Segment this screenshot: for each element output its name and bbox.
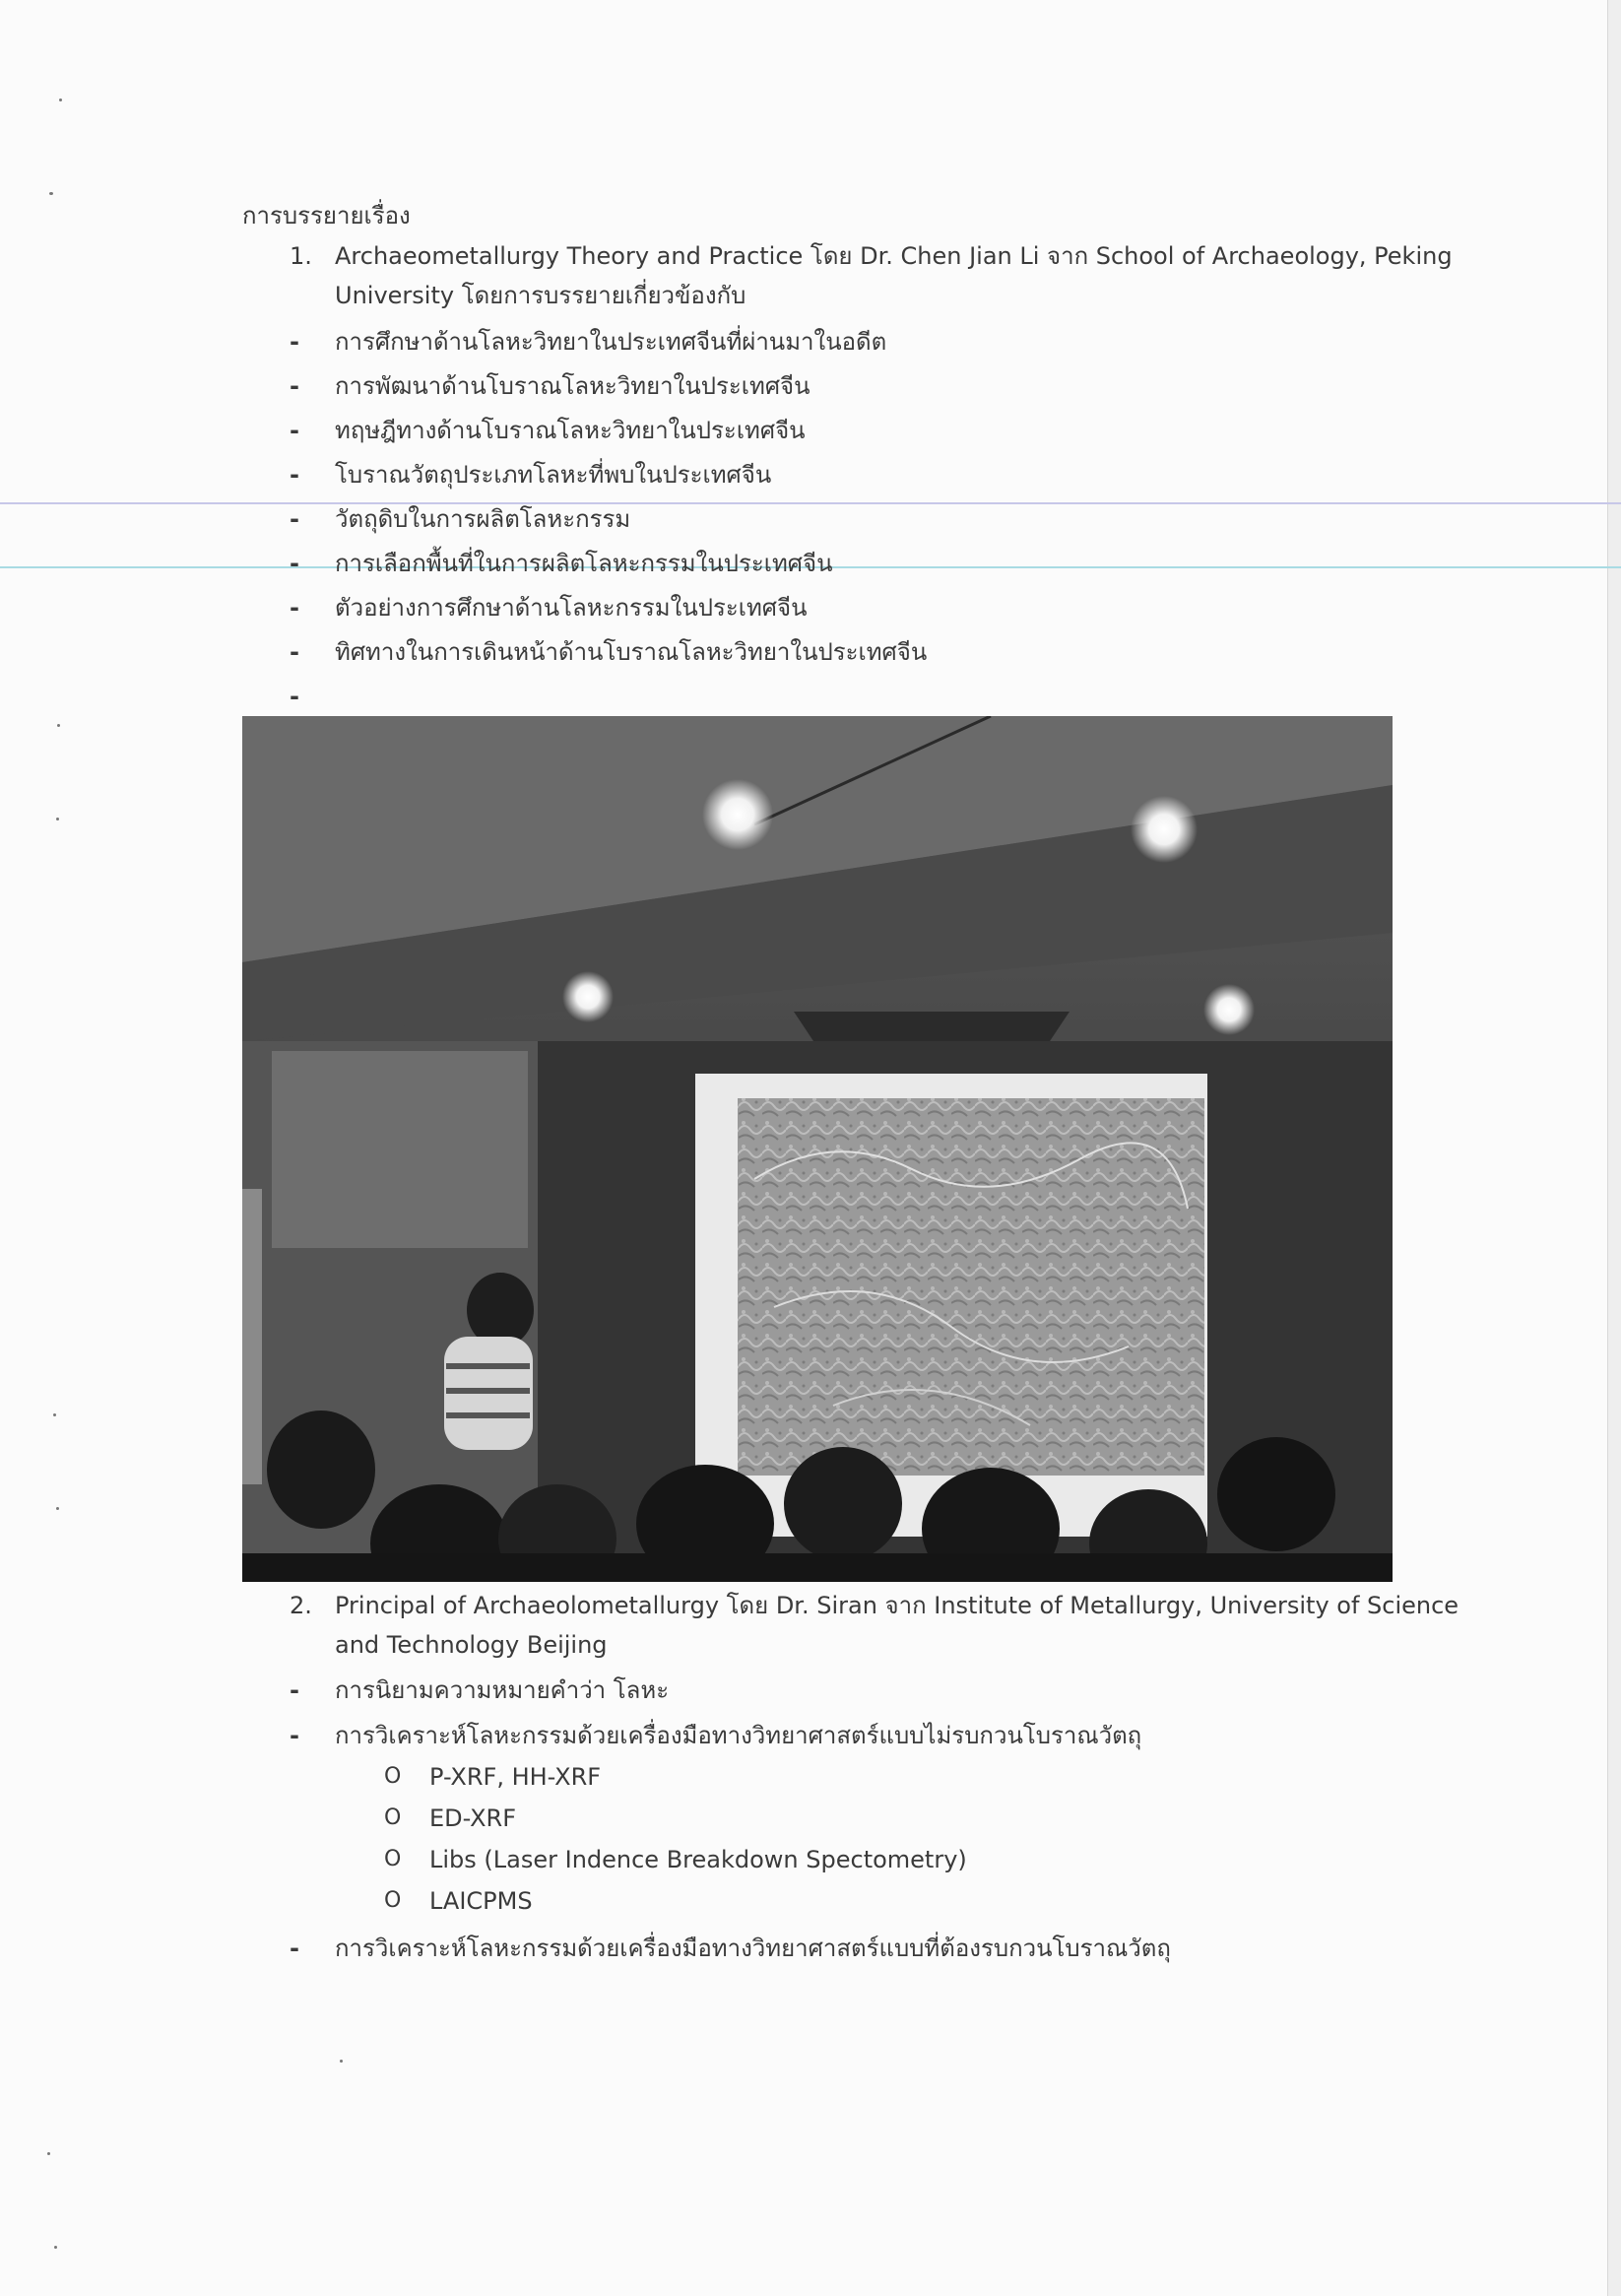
- section-1-bullet: โบราณวัตถุประเภทโลหะที่พบในประเทศจีน: [335, 461, 772, 489]
- section-2-title-line-2: and Technology Beijing: [335, 1631, 608, 1659]
- section-2-bullet: การวิเคราะห์โลหะกรรมด้วยเครื่องมือทางวิทยาศาสตร์แบบไม่รบกวนโบราณวัตถุ: [335, 1722, 1142, 1749]
- dash-bullet: -: [290, 328, 299, 356]
- section-1-bullet: ทิศทางในการเดินหน้าด้านโบราณโลหะวิทยาในประเทศจีน: [335, 638, 928, 666]
- circle-bullet: O: [384, 1805, 402, 1830]
- section-1-title-line-1: Archaeometallurgy Theory and Practice โดย Dr. Chen Jian Li จาก School of Archaeology, Peking: [335, 242, 1453, 270]
- section-1-bullet: วัตถุดิบในการผลิตโลหะกรรม: [335, 505, 631, 533]
- dash-bullet: -: [290, 550, 299, 577]
- circle-bullet: O: [384, 1888, 402, 1913]
- circle-bullet: O: [384, 1764, 402, 1789]
- lecture-photo: [242, 716, 1393, 1582]
- scan-speck: [57, 724, 60, 727]
- section-1-number: 1.: [290, 242, 312, 270]
- scan-rule-line-violet: [0, 502, 1621, 504]
- dash-bullet: -: [290, 638, 299, 666]
- section-2-subitem: Libs (Laser Indence Breakdown Spectometry): [429, 1846, 967, 1873]
- scan-speck: [59, 98, 62, 101]
- dash-bullet: -: [290, 417, 299, 444]
- dash-bullet: -: [290, 683, 299, 710]
- section-1-bullet: การพัฒนาด้านโบราณโลหะวิทยาในประเทศจีน: [335, 372, 810, 400]
- scan-speck: [340, 2060, 343, 2063]
- section-1-title-line-2: University โดยการบรรยายเกี่ยวข้องกับ: [335, 282, 746, 309]
- dash-bullet: -: [290, 1676, 299, 1704]
- dash-bullet: -: [290, 505, 299, 533]
- dash-bullet: -: [290, 461, 299, 489]
- dash-bullet: -: [290, 372, 299, 400]
- section-2-title-line-1: Principal of Archaeolometallurgy โดย Dr. Siran จาก Institute of Metallurgy, University of Science: [335, 1592, 1459, 1619]
- section-2-number: 2.: [290, 1592, 312, 1619]
- section-1-bullet: การศึกษาด้านโลหะวิทยาในประเทศจีนที่ผ่านมาในอดีต: [335, 328, 887, 356]
- scan-page-edge: [1607, 0, 1621, 2296]
- section-1-bullet: การเลือกพื้นที่ในการผลิตโลหะกรรมในประเทศจีน: [335, 550, 833, 577]
- section-2-bullet: การวิเคราะห์โลหะกรรมด้วยเครื่องมือทางวิทยาศาสตร์แบบที่ต้องรบกวนโบราณวัตถุ: [335, 1935, 1171, 1962]
- section-2-bullet: การนิยามความหมายคำว่า โลหะ: [335, 1676, 670, 1704]
- dash-bullet: -: [290, 1935, 299, 1962]
- scan-speck: [56, 818, 59, 820]
- section-2-subitem: P-XRF, HH-XRF: [429, 1763, 602, 1791]
- section-1-bullet: ทฤษฎีทางด้านโบราณโลหะวิทยาในประเทศจีน: [335, 417, 806, 444]
- scan-speck: [54, 2246, 57, 2249]
- scan-speck: [47, 2152, 50, 2155]
- section-2-subitem: LAICPMS: [429, 1887, 533, 1915]
- scan-speck: [56, 1507, 59, 1510]
- dash-bullet: -: [290, 594, 299, 622]
- dash-bullet: -: [290, 1722, 299, 1749]
- scan-speck: [53, 1413, 56, 1416]
- section-2-subitem: ED-XRF: [429, 1804, 517, 1832]
- circle-bullet: O: [384, 1847, 402, 1871]
- section-1-bullet: ตัวอย่างการศึกษาด้านโลหะกรรมในประเทศจีน: [335, 594, 808, 622]
- scan-speck: [49, 192, 53, 195]
- lecture-heading: การบรรยายเรื่อง: [242, 202, 411, 230]
